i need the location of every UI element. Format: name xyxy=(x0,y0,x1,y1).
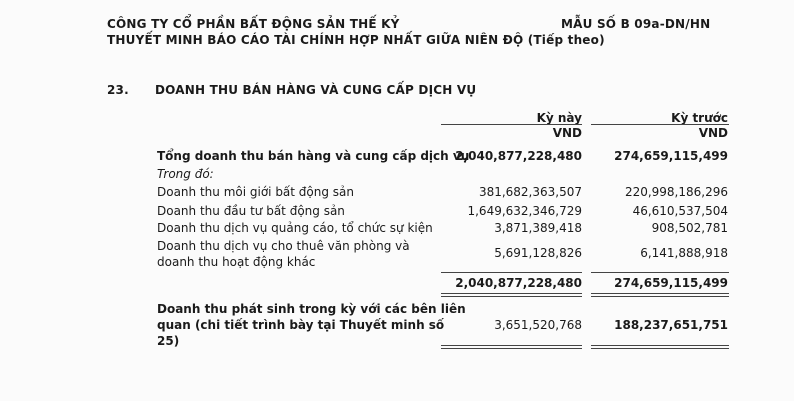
section-title: DOANH THU BÁN HÀNG VÀ CUNG CẤP DỊCH VỤ xyxy=(155,83,477,97)
item-label-line2: doanh thu hoạt động khác xyxy=(157,255,316,269)
related-label-line3: 25) xyxy=(157,334,180,348)
item-current-value: 3,871,389,418 xyxy=(494,221,582,235)
item-previous-value: 6,141,888,918 xyxy=(640,246,728,260)
column-header-previous: Kỳ trước xyxy=(671,111,728,125)
section-number: 23. xyxy=(107,83,129,97)
subtotal-current: 2,040,877,228,480 xyxy=(455,276,582,290)
related-label-line1: Doanh thu phát sinh trong kỳ với các bên liên xyxy=(157,302,466,316)
item-label-line1: Doanh thu dịch vụ cho thuê văn phòng và xyxy=(157,239,410,253)
related-previous: 188,237,651,751 xyxy=(614,318,728,332)
unit-previous: VND xyxy=(698,126,728,140)
unit-current: VND xyxy=(552,126,582,140)
item-label: Doanh thu dịch vụ quảng cáo, tổ chức sự kiện xyxy=(157,221,433,235)
column-header-current: Kỳ này xyxy=(536,111,582,125)
item-current-value: 5,691,128,826 xyxy=(494,246,582,260)
item-current-value: 1,649,632,346,729 xyxy=(467,204,582,218)
related-double-rule-previous xyxy=(591,345,729,349)
of-which-label: Trong đó: xyxy=(157,167,214,181)
related-label-line2: quan (chi tiết trình bày tại Thuyết minh số xyxy=(157,318,445,332)
header-rule-current xyxy=(441,124,582,125)
item-current-value: 381,682,363,507 xyxy=(478,185,582,199)
company-name: CÔNG TY CỔ PHẦN BẤT ĐỘNG SẢN THẾ KỶ xyxy=(107,17,400,31)
total-revenue-current: 2,040,877,228,480 xyxy=(455,149,582,163)
item-previous-value: 46,610,537,504 xyxy=(632,204,728,218)
subtotal-double-rule-current xyxy=(441,293,582,297)
subtotal-rule-previous xyxy=(591,272,729,273)
item-previous-value: 220,998,186,296 xyxy=(624,185,728,199)
form-number: MẪU SỐ B 09a-DN/HN xyxy=(561,17,711,31)
item-label: Doanh thu môi giới bất động sản xyxy=(157,185,355,199)
total-revenue-previous: 274,659,115,499 xyxy=(614,149,728,163)
related-double-rule-current xyxy=(441,345,582,349)
subtotal-rule-current xyxy=(441,272,582,273)
header-rule-previous xyxy=(591,124,729,125)
item-label: Doanh thu đầu tư bất động sản xyxy=(157,204,345,218)
related-current: 3,651,520,768 xyxy=(494,318,582,332)
subtotal-double-rule-previous xyxy=(591,293,729,297)
subtotal-previous: 274,659,115,499 xyxy=(614,276,728,290)
item-previous-value: 908,502,781 xyxy=(651,221,728,235)
total-revenue-label: Tổng doanh thu bán hàng và cung cấp dịch vụ xyxy=(157,149,470,163)
document-subtitle: THUYẾT MINH BÁO CÁO TÀI CHÍNH HỢP NHẤT GIỮA NIÊN ĐỘ (Tiếp theo) xyxy=(107,33,605,47)
